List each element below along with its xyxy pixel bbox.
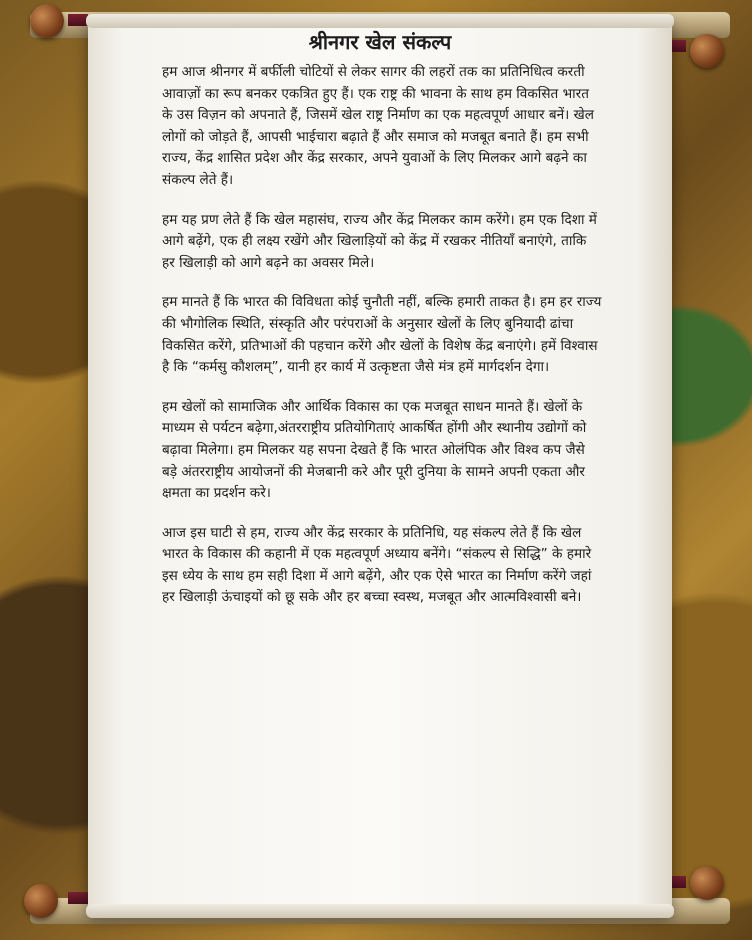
scroll-top-curl [86, 14, 674, 28]
document-body [162, 62, 602, 627]
top-left-stem [68, 14, 88, 26]
bottom-left-knob [24, 884, 58, 918]
paragraph-3: हम मानते हैं कि भारत की विविधता कोई चुनौती नहीं, बल्कि हमारी ताकत है। हम हर राज्य की भौगोलिक स्थिति, संस्कृति और परंपराओं के अनुसार खेलों के लिए बुनियादी ढांचा विकसित करेंगे, प्रतिभाओं की पहचान करेंगे और खेलों के विशेष केंद्र बनाएंगे। हमें विश्वास है कि “कर्मसु कौशलम्”, यानी हर कार्य में उत्कृष्टता जैसे मंत्र हमें मार्गदर्शन देगा। [162, 294, 602, 376]
top-left-knob [30, 4, 64, 38]
paragraph-1: हम आज श्रीनगर में बर्फीली चोटियों से लेकर सागर की लहरों तक का प्रतिनिधित्व करती आवाज़ों का रूप बनकर एकत्रित हुए हैं। एक राष्ट्र की भावना के साथ हम विकसित भारत के उस विज़न को अपनाते हैं, जिसमें खेल राष्ट्र निर्माण का एक महत्वपूर्ण आधार बनें। खेल लोगों को जोड़ते हैं, आपसी भाईचारा बढ़ाते हैं और समाज को मजबूत बनाते हैं। हम सभी राज्य, केंद्र शासित प्रदेश और केंद्र सरकार, अपने युवाओं के लिए मिलकर आगे बढ़ने का संकल्प लेते हैं। [162, 64, 594, 188]
document-title: श्रीनगर खेल संकल्प [308, 30, 452, 54]
paragraph-5: आज इस घाटी से हम, राज्य और केंद्र सरकार के प्रतिनिधि, यह संकल्प लेते हैं कि खेल भारत के विकास की कहानी में एक महत्वपूर्ण अध्याय बनेंगे। “संकल्प से सिद्धि” के हमारे इस ध्येय के साथ हम सही दिशा में आगे बढ़ेंगे, और एक ऐसे भारत का निर्माण करेंगे जहां हर खिलाड़ी ऊंचाइयों को छू सके और हर बच्चा स्वस्थ, मजबूत और आत्मविश्वासी बने। [162, 524, 592, 606]
paragraph-4: हम खेलों को सामाजिक और आर्थिक विकास का एक मजबूत साधन मानते हैं। खेलों के माध्यम से पर्यटन बढ़ेगा,अंतरराष्ट्रीय प्रतियोगिताएं आकर्षित होंगी और स्थानीय उद्योगों को बढ़ावा मिलेगा। हम मिलकर यह सपना देखते हैं कि भारत ओलंपिक और विश्व कप जैसे बड़े अंतरराष्ट्रीय आयोजनों की मेजबानी करे और पूरी दुनिया के सामने अपनी एकता और क्षमता का प्रदर्शन करे। [162, 398, 587, 502]
scroll-bottom-curl [86, 904, 674, 918]
bottom-right-knob [690, 866, 724, 900]
paragraph-2: हम यह प्रण लेते हैं कि खेल महासंघ, राज्य और केंद्र मिलकर काम करेंगे। हम एक दिशा में आगे बढ़ेंगे, एक ही लक्ष्य रखेंगे और खिलाड़ियों को केंद्र में रखकर नीतियाँ बनाएंगे, ताकि हर खिलाड़ी को आगे बढ़ने का अवसर मिले। [162, 211, 597, 271]
bottom-left-stem [68, 892, 88, 904]
top-right-knob [690, 34, 724, 68]
